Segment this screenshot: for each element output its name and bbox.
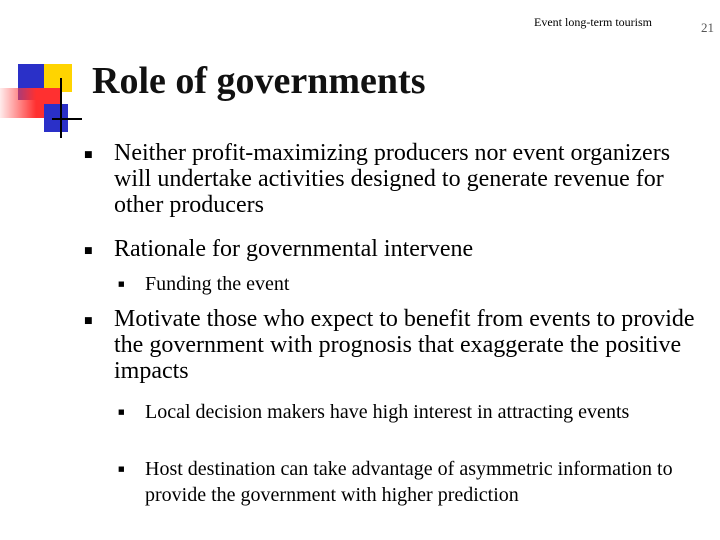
bullet-square-icon: ■ xyxy=(118,280,125,288)
sub-bullet-text: Funding the event xyxy=(145,273,290,295)
slide-title: Role of governments xyxy=(92,60,426,102)
bullet-square-icon: ■ xyxy=(118,408,125,416)
bullet-text: Neither profit-maximizing producers nor event organizers will undertake activities designed to generate revenue for other producers xyxy=(114,140,671,218)
header-title: Event long-term tourism xyxy=(534,15,652,29)
sub-bullet-text: Host destination can take advantage of asymmetric information to provide the government with higher prediction xyxy=(145,458,673,506)
bullet-square-icon: ■ xyxy=(84,150,93,160)
bullet-square-icon: ■ xyxy=(84,316,93,326)
bullet-square-icon: ■ xyxy=(84,246,93,256)
sub-bullet-text: Local decision makers have high interest in attracting events xyxy=(145,401,630,423)
slide-logo-decoration xyxy=(0,56,90,146)
logo-vertical-line xyxy=(60,78,62,138)
bullet-text: Rationale for governmental intervene xyxy=(114,236,474,262)
bullet-square-icon: ■ xyxy=(118,465,125,473)
page-number: 21 xyxy=(701,20,714,35)
bullet-text: Motivate those who expect to benefit from events to provide the government with prognosis that exaggerate the positive impacts xyxy=(114,306,695,384)
logo-horizontal-line xyxy=(52,118,82,120)
